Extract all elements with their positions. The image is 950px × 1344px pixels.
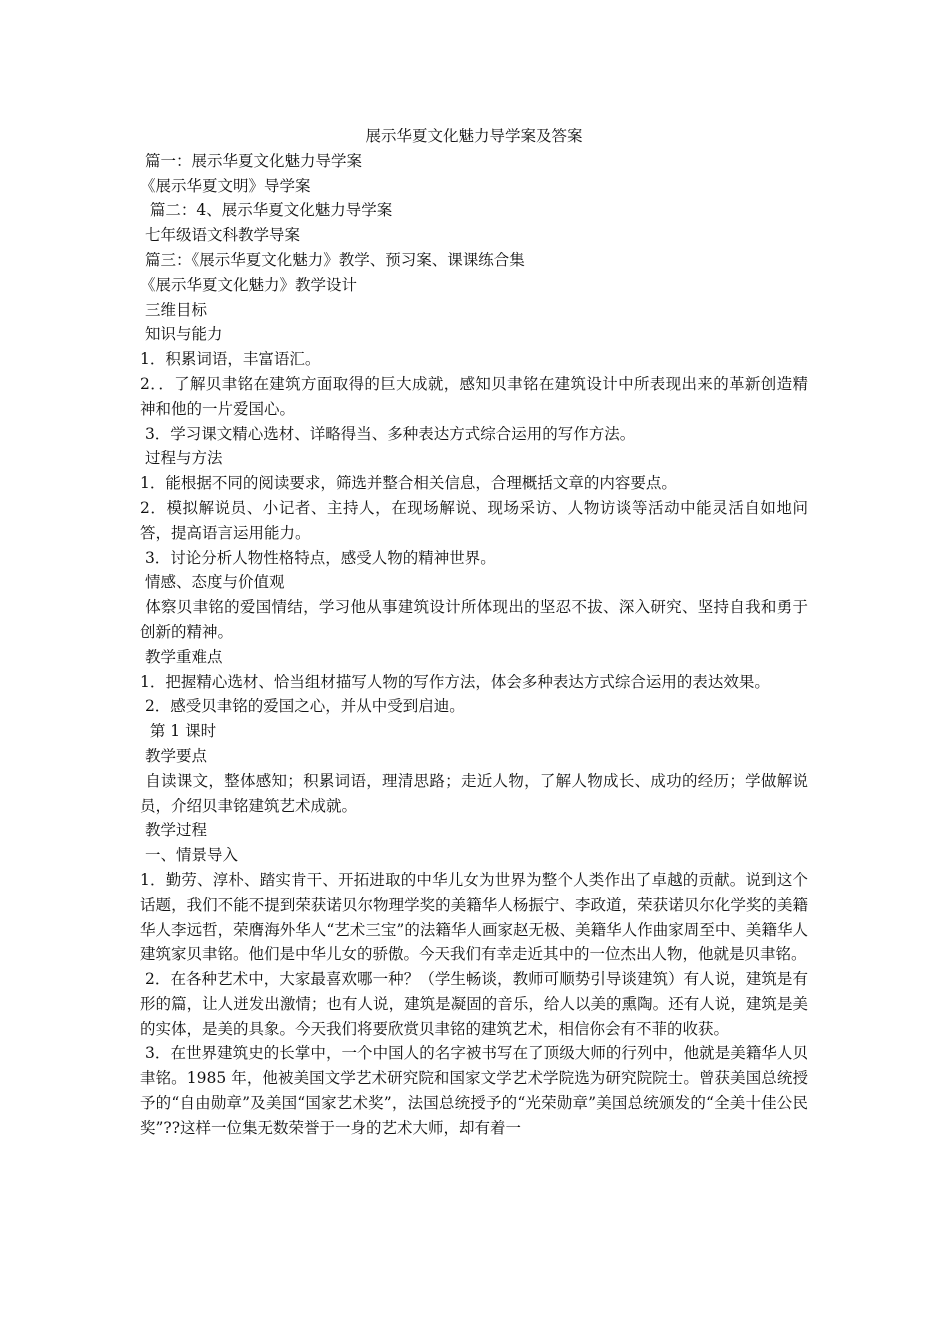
document-body: [140, 149, 808, 1141]
paragraph: 一、情景导入: [140, 846, 238, 865]
paragraph: 篇二：4、展示华夏文化魅力导学案: [140, 201, 393, 220]
paragraph: 《展示华夏文化魅力》教学设计: [140, 275, 358, 294]
document-page: [140, 124, 808, 1141]
paragraph: 3．在世界建筑史的长掌中，一个中国人的名字被书写在了顶级大师的行列中，他就是美籍华人贝聿铭。1985 年，他被美国文学艺术研究院和国家文学艺术学院选为研究院院士。曾获美国总统授予的“自由勋章”及美国“国家艺术奖”，法国总统授予的“光荣勋章”美国总统颁发的“全美十佳公民奖”??这样一位集无数荣誉于一身的艺术大师，却有着一: [140, 1044, 808, 1137]
paragraph: 《展示华夏文明》导学案: [140, 176, 311, 195]
paragraph: 2．感受贝聿铭的爱国之心，并从中受到启迪。: [140, 697, 465, 716]
paragraph: 体察贝聿铭的爱国情结，学习他从事建筑设计所体现出的坚忍不拔、深入研究、坚持自我和勇于创新的精神。: [140, 598, 808, 641]
paragraph: 情感、态度与价值观: [140, 573, 285, 592]
paragraph: 教学过程: [140, 821, 207, 840]
paragraph: 2．在各种艺术中，大家最喜欢哪一种？（学生畅谈，教师可顺势引导谈建筑）有人说，建筑是有形的篇，让人迸发出激情；也有人说，建筑是凝固的音乐，给人以美的熏陶。还有人说，建筑是美的实体，是美的具象。今天我们将要欣赏贝聿铭的建筑艺术，相信你会有不菲的收获。: [140, 970, 808, 1038]
paragraph: 1．能根据不同的阅读要求，筛选并整合相关信息，合理概括文章的内容要点。: [140, 474, 677, 493]
paragraph: 2．模拟解说员、小记者、主持人，在现场解说、现场采访、人物访谈等活动中能灵活自如地问答，提高语言运用能力。: [140, 498, 808, 542]
document-title: 展示华夏文化魅力导学案及答案: [365, 127, 583, 145]
paragraph: 教学重难点: [140, 647, 223, 666]
paragraph: 篇三：《展示华夏文化魅力》教学、预习案、课课练合集: [140, 250, 525, 269]
paragraph: 自读课文，整体感知；积累词语，理清思路；走近人物，了解人物成长、成功的经历；学做解说员，介绍贝聿铭建筑艺术成就。: [140, 771, 808, 815]
paragraph: 3．学习课文精心选材、详略得当、多种表达方式综合运用的写作方法。: [140, 424, 636, 443]
paragraph: 1．把握精心选材、恰当组材描写人物的写作方法，体会多种表达方式综合运用的表达效果。: [140, 672, 770, 691]
paragraph: 三维目标: [140, 300, 207, 319]
paragraph: 第 1 课时: [140, 722, 217, 741]
paragraph: 1．积累词语，丰富语汇。: [140, 350, 321, 369]
paragraph: 1．勤劳、淳朴、踏实肯干、开拓进取的中华儿女为世界为整个人类作出了卓越的贡献。说到这个话题，我们不能不提到荣获诺贝尔物理学奖的美籍华人杨振宁、李政道，荣获诺贝尔化学奖的美籍华人李远哲，荣膺海外华人“艺术三宝”的法籍华人画家赵无极、美籍华人作曲家周至中、美籍华人建筑家贝聿铭。他们是中华儿女的骄傲。今天我们有幸走近其中的一位杰出人物，他就是贝聿铭。: [140, 870, 808, 964]
paragraph: 篇一：展示华夏文化魅力导学案: [140, 151, 362, 170]
paragraph: 2．．了解贝聿铭在建筑方面取得的巨大成就，感知贝聿铭在建筑设计中所表现出来的革新创造精神和他的一片爱国心。: [140, 374, 808, 418]
paragraph: 过程与方法: [140, 449, 223, 468]
paragraph: 知识与能力: [140, 325, 223, 344]
paragraph: 七年级语文科教学导案: [140, 226, 300, 245]
paragraph: 教学要点: [140, 746, 207, 765]
paragraph: 3．讨论分析人物性格特点，感受人物的精神世界。: [140, 548, 496, 567]
